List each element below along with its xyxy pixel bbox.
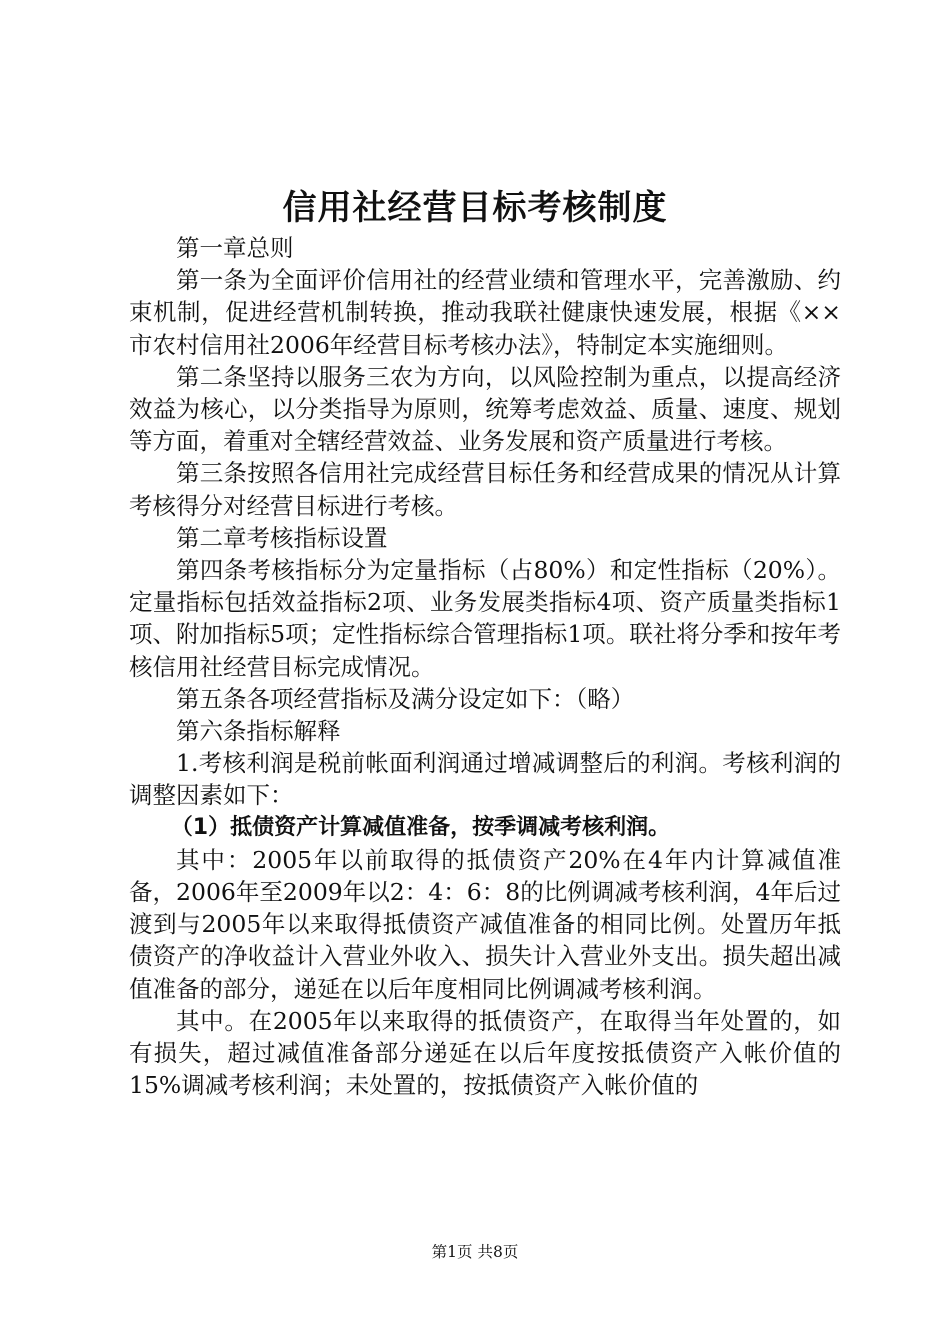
article-2: 第二条坚持以服务三农为方向，以风险控制为重点，以提高经济效益为核心，以分类指导为原则，统筹考虑效益、质量、速度、规划等方面，着重对全辖经营效益、业务发展和资产质量进行考核。: [129, 362, 841, 456]
chapter-1-heading: 第一章总则: [176, 234, 294, 262]
note-paragraph-1: 其中：2005年以前取得的抵债资产20%在4年内计算减值准备，2006年至2009年以2：4：6：8的比例调减考核利润，4年后过渡到与2005年以来取得抵债资产减值准备的相同比例。处置历年抵债资产的净收益计入营业外收入、损失计入营业外支出。损失超出减值准备的部分，递延在以后年度相同比例调减考核利润。: [129, 845, 841, 1003]
article-3: 第三条按照各信用社完成经营目标任务和经营成果的情况从计算考核得分对经营目标进行考核。: [129, 459, 841, 520]
sub-item-1-bold: （1）抵债资产计算减值准备，按季调减考核利润。: [170, 814, 671, 840]
article-6: 第六条指标解释: [176, 717, 341, 746]
page-footer: 第1页 共8页: [431, 1243, 519, 1261]
document-body: [129, 232, 841, 1101]
article-5: 第五条各项经营指标及满分设定如下：（略）: [176, 684, 635, 713]
article-4: 第四条考核指标分为定量指标（占80%）和定性指标（20%）。定量指标包括效益指标2项、业务发展类指标4项、资产质量类指标1项、附加指标5项；定性指标综合管理指标1项。联社将分季和按年考核信用社经营目标完成情况。: [129, 556, 841, 681]
chapter-2-heading: 第二章考核指标设置: [176, 523, 388, 552]
document-title: 信用社经营目标考核制度: [282, 188, 668, 228]
note-paragraph-2: 其中。在2005年以来取得的抵债资产，在取得当年处置的，如有损失，超过减值准备部分递延在以后年度按抵债资产入帐价值的15%调减考核利润；未处置的，按抵债资产入帐价值的: [129, 1006, 841, 1100]
article-1: 第一条为全面评价信用社的经营业绩和管理水平，完善激励、约束机制，促进经营机制转换，推动我联社健康快速发展，根据《××市农村信用社2006年经营目标考核办法》，特制定本实施细则。: [129, 266, 841, 359]
item-1: 1.考核利润是税前帐面利润通过增减调整后的利润。考核利润的调整因素如下：: [129, 749, 841, 810]
